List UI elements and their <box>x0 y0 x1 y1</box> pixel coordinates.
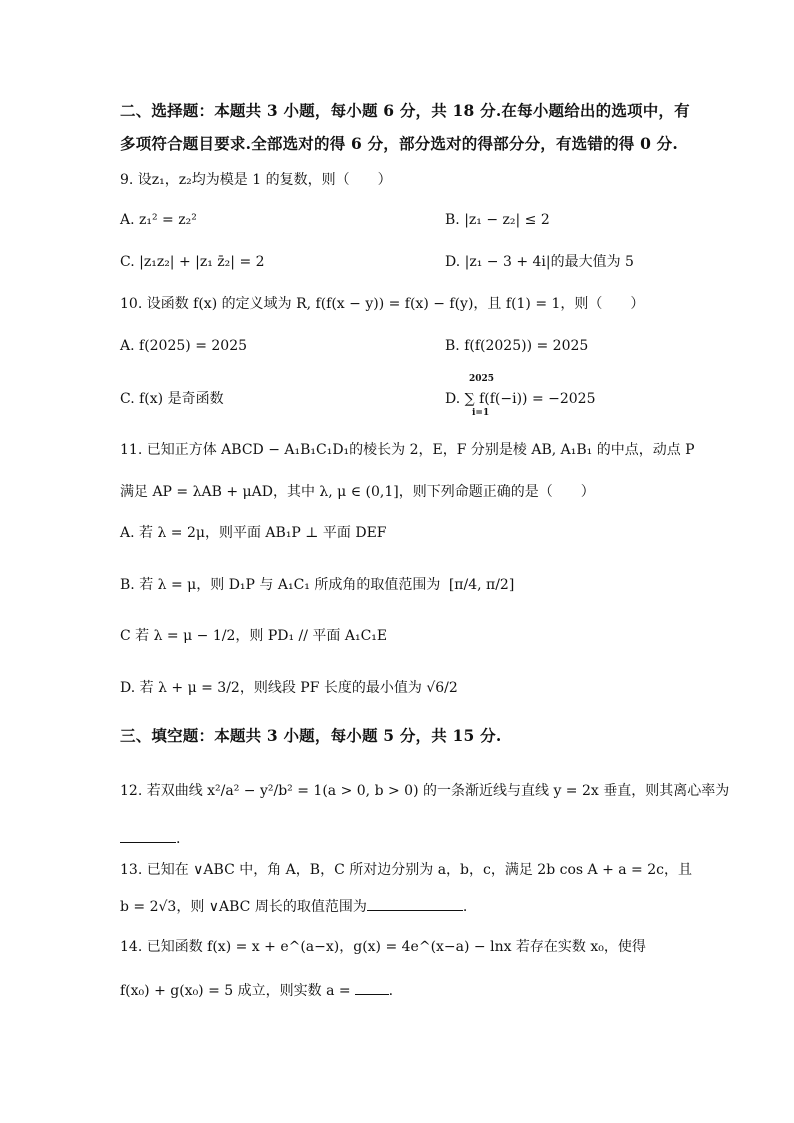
section2-header-line1: 二、选择题：本题共 3 小题，每小题 6 分，共 18 分.在每小题给出的选项中，有 <box>120 101 690 120</box>
q11-stem-line1: 11. 已知正方体 ABCD − A₁B₁C₁D₁的棱长为 2，E，F 分别是棱 AB, A₁B₁ 的中点，动点 P <box>120 442 695 458</box>
q10-option-b: B. f(f(2025)) = 2025 <box>445 338 589 354</box>
q10-option-a: A. f(2025) = 2025 <box>120 338 248 354</box>
q10-option-d <box>445 389 595 409</box>
q13-blank-line[interactable] <box>367 896 463 911</box>
q13-period: . <box>462 899 468 915</box>
section3-header: 三、填空题：本题共 3 小题，每小题 5 分，共 15 分. <box>120 726 502 745</box>
q10-sum-lower: i=1 <box>472 408 490 418</box>
q14-period: . <box>388 983 394 999</box>
q9-option-b: B. |z₁ − z₂| ≤ 2 <box>445 212 550 228</box>
q10-option-d-text: D. ∑ f(f(−i)) = −2025 <box>445 391 596 407</box>
q10-sum-upper: 2025 <box>469 374 495 384</box>
q14-stem-line2 <box>120 980 393 1001</box>
q11-option-b-text: B. 若 λ = μ，则 D₁P 与 A₁C₁ 所成角的取值范围为 <box>120 577 441 593</box>
section2-header-line2: 多项符合题目要求.全部选对的得 6 分，部分选对的得部分分，有选错的得 0 分. <box>120 134 678 153</box>
q9-stem: 9. 设z₁，z₂均为模是 1 的复数，则（ ） <box>120 172 392 188</box>
q11-option-c: C 若 λ = μ − 1/2，则 PD₁ // 平面 A₁C₁E <box>120 628 388 644</box>
q11-option-d: D. 若 λ + μ = 3/2，则线段 PF 长度的最小值为 √6/2 <box>120 680 458 696</box>
q10-option-c: C. f(x) 是奇函数 <box>120 391 224 407</box>
q10-stem: 10. 设函数 f(x) 的定义域为 R, f(f(x − y)) = f(x) − f(y)，且 f(1) = 1，则（ ） <box>120 296 645 312</box>
q11-option-a: A. 若 λ = 2μ，则平面 AB₁P ⊥ 平面 DEF <box>120 525 387 541</box>
q11-stem-line2: 满足 AP = λAB + μAD，其中 λ, μ ∈ (0,1]，则下列命题正确的是（ ） <box>120 484 595 500</box>
q12-blank-line[interactable] <box>120 828 176 843</box>
q12-answer-blank[interactable] <box>120 828 180 849</box>
q13-stem-line2 <box>120 896 467 917</box>
q9-option-a: A. z₁² = z₂² <box>120 212 197 228</box>
q14-stem-line1: 14. 已知函数 f(x) = x + e^(a−x)，g(x) = 4e^(x−a) − lnx 若存在实数 x₀，使得 <box>120 939 646 955</box>
q12-period: . <box>176 831 181 847</box>
q14-blank-line[interactable] <box>355 980 389 995</box>
q14-stem-line2-text: f(x₀) + g(x₀) = 5 成立，则实数 a = <box>120 983 351 999</box>
q13-stem-line1: 13. 已知在 ∨ABC 中，角 A，B，C 所对边分别为 a，b，c，满足 2b cos A + a = 2c，且 <box>120 862 692 878</box>
q11-option-b <box>120 575 514 595</box>
q12-stem: 12. 若双曲线 x²/a² − y²/b² = 1(a > 0, b > 0) 的一条渐近线与直线 y = 2x 垂直，则其离心率为 <box>120 783 730 799</box>
q11-option-b-range: [π/4, π/2] <box>448 577 515 593</box>
q9-option-c: C. |z₁z₂| + |z₁ z̄₂| = 2 <box>120 254 265 270</box>
q9-option-d: D. |z₁ − 3 + 4i|的最大值为 5 <box>445 254 634 270</box>
q13-stem-line2-text: b = 2√3，则 ∨ABC 周长的取值范围为 <box>120 899 367 915</box>
